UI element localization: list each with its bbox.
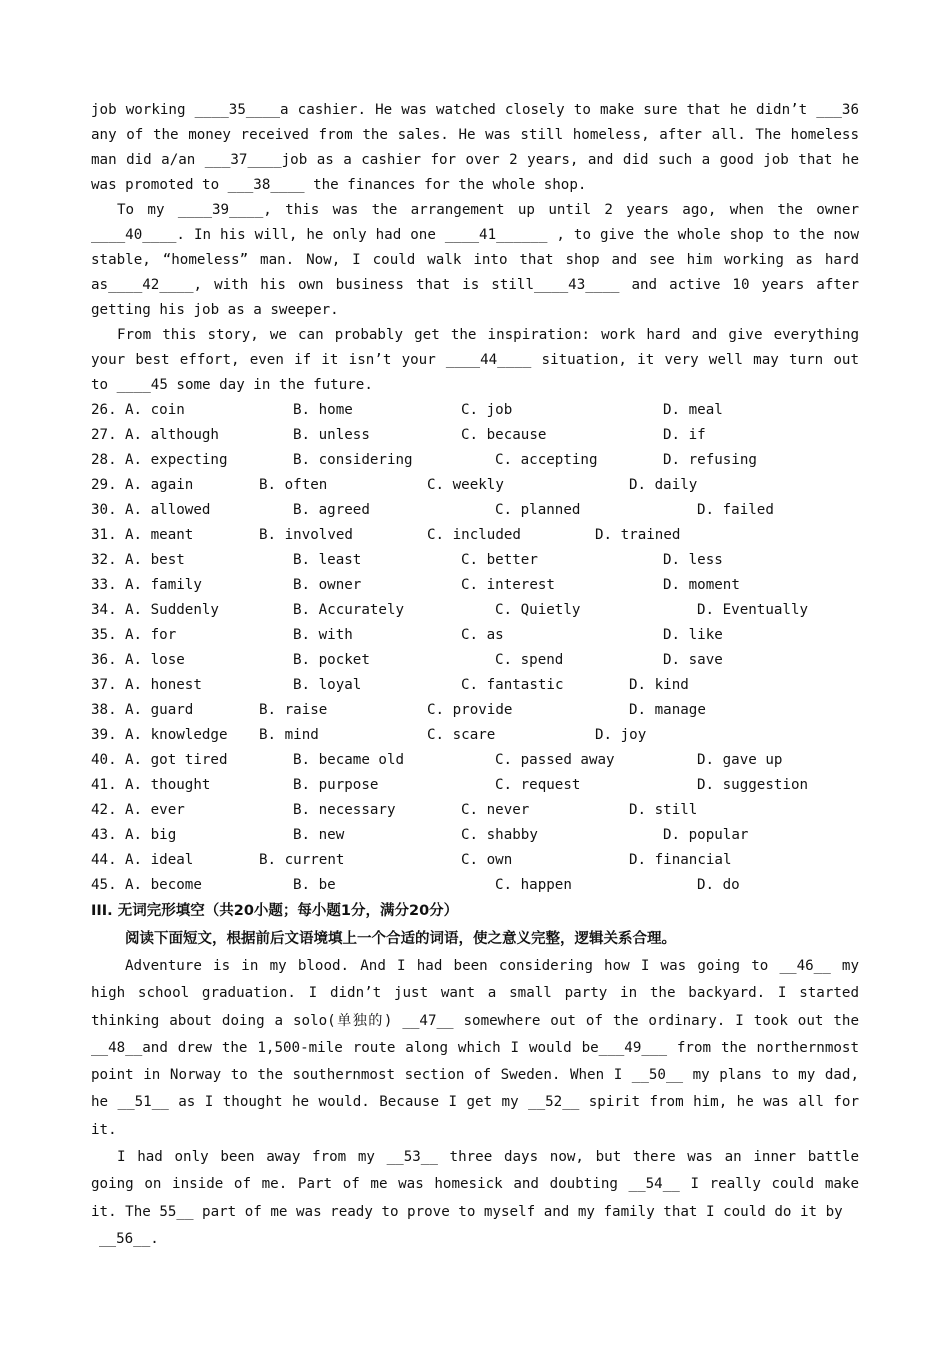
option-b: B. purpose: [293, 777, 379, 793]
option-row: [91, 848, 859, 873]
option-d: D. gave up: [697, 752, 783, 768]
document-page: [91, 98, 859, 1253]
option-a: A. Suddenly: [125, 602, 219, 618]
option-a: A. got tired: [125, 752, 228, 768]
option-c: C. happen: [495, 877, 572, 893]
option-d: D. failed: [697, 502, 774, 518]
option-c: C. Quietly: [495, 602, 581, 618]
passage-one: [91, 98, 859, 398]
option-c: C. better: [461, 552, 538, 568]
section-heading: III. 无词完形填空（共20小题；每小题1分，满分20分）: [91, 903, 459, 919]
option-d: D. suggestion: [697, 777, 809, 793]
option-a: A. knowledge: [125, 727, 228, 743]
option-b: B. raise: [259, 702, 328, 718]
question-number: 34.: [91, 602, 117, 618]
option-d: D. moment: [663, 577, 740, 593]
passage-paragraph: Adventure is in my blood. And I had been considering how I was going to __46__ my high school graduation. I didn’t just want a small party in the backyard. I started thinking about doing a solo(单独的) __47__ somewhere out of the ordinary. I took out the __48__and drew the 1,500-mile route along which I would be___49___ from the northernmost point in Norway to the southernmost section of Sweden. When I __50__ my plans to my dad, he __51__ as I thought he would. Because I get my __52__ spirit from him, he was all for it.: [91, 958, 859, 1138]
option-c: C. planned: [495, 502, 581, 518]
option-a: A. although: [125, 427, 219, 443]
option-b: B. became old: [293, 752, 405, 768]
question-number: 28.: [91, 452, 117, 468]
option-a: A. expecting: [125, 452, 228, 468]
option-row: [91, 598, 859, 623]
option-row: [91, 448, 859, 473]
option-a: A. honest: [125, 677, 202, 693]
option-d: D. kind: [629, 677, 689, 693]
option-b: B. pocket: [293, 652, 370, 668]
question-number: 41.: [91, 777, 117, 793]
option-b: B. mind: [259, 727, 319, 743]
section-three: [91, 898, 859, 1253]
question-number: 37.: [91, 677, 117, 693]
option-row: [91, 823, 859, 848]
option-c: C. included: [427, 527, 521, 543]
option-a: A. big: [125, 827, 177, 843]
option-d: D. if: [663, 427, 706, 443]
option-d: D. less: [663, 552, 723, 568]
option-b: B. owner: [293, 577, 362, 593]
option-a: A. for: [125, 627, 177, 643]
option-row: [91, 673, 859, 698]
option-b: B. new: [293, 827, 345, 843]
question-number: 26.: [91, 402, 117, 418]
option-a: A. lose: [125, 652, 185, 668]
option-row: [91, 748, 859, 773]
question-number: 35.: [91, 627, 117, 643]
passage-paragraph: __56__.: [99, 1230, 159, 1247]
option-d: D. daily: [629, 477, 698, 493]
question-number: 38.: [91, 702, 117, 718]
option-c: C. weekly: [427, 477, 504, 493]
question-number: 32.: [91, 552, 117, 568]
question-number: 42.: [91, 802, 117, 818]
option-c: C. request: [495, 777, 581, 793]
option-row: [91, 398, 859, 423]
question-number: 27.: [91, 427, 117, 443]
option-a: A. allowed: [125, 502, 211, 518]
option-d: D. financial: [629, 852, 732, 868]
option-a: A. ideal: [125, 852, 194, 868]
option-b: B. current: [259, 852, 345, 868]
option-b: B. be: [293, 877, 336, 893]
option-a: A. best: [125, 552, 185, 568]
passage-paragraph: I had only been away from my __53__ three days now, but there was an inner battle going on inside of me. Part of me was homesick and doubting __54__ I really could make it. The 55__ part of me was ready to prove to myself and my family that I could do it by: [91, 1149, 859, 1220]
option-b: B. necessary: [293, 802, 396, 818]
option-a: A. coin: [125, 402, 185, 418]
option-c: C. own: [461, 852, 513, 868]
option-b: B. loyal: [293, 677, 362, 693]
question-number: 29.: [91, 477, 117, 493]
option-b: B. involved: [259, 527, 353, 543]
option-d: D. like: [663, 627, 723, 643]
passage-paragraph: job working ____35____a cashier. He was watched closely to make sure that he didn’t ___36 any of the money received from the sales. He was still homeless, after all. The homeless man did a/an ___37____job as a cashier for over 2 years, and did such a good job that he was promoted to ___38____ the finances for the whole shop.: [91, 102, 859, 193]
option-d: D. do: [697, 877, 740, 893]
option-row: [91, 773, 859, 798]
option-row: [91, 423, 859, 448]
question-number: 40.: [91, 752, 117, 768]
option-a: A. again: [125, 477, 194, 493]
option-c: C. job: [461, 402, 513, 418]
option-b: B. least: [293, 552, 362, 568]
option-c: C. passed away: [495, 752, 615, 768]
option-row: [91, 698, 859, 723]
question-number: 44.: [91, 852, 117, 868]
option-a: A. meant: [125, 527, 194, 543]
option-c: C. as: [461, 627, 504, 643]
option-row: [91, 498, 859, 523]
option-b: B. with: [293, 627, 353, 643]
option-c: C. fantastic: [461, 677, 564, 693]
option-b: B. Accurately: [293, 602, 405, 618]
option-row: [91, 873, 859, 898]
question-number: 39.: [91, 727, 117, 743]
option-d: D. meal: [663, 402, 723, 418]
option-d: D. popular: [663, 827, 749, 843]
question-number: 36.: [91, 652, 117, 668]
option-c: C. shabby: [461, 827, 538, 843]
question-number: 30.: [91, 502, 117, 518]
option-row: [91, 623, 859, 648]
option-a: A. thought: [125, 777, 211, 793]
question-number: 31.: [91, 527, 117, 543]
option-row: [91, 523, 859, 548]
option-d: D. trained: [595, 527, 681, 543]
option-row: [91, 573, 859, 598]
option-d: D. refusing: [663, 452, 757, 468]
option-b: B. unless: [293, 427, 370, 443]
question-number: 45.: [91, 877, 117, 893]
option-c: C. scare: [427, 727, 496, 743]
option-c: C. because: [461, 427, 547, 443]
option-row: [91, 548, 859, 573]
option-c: C. interest: [461, 577, 555, 593]
option-c: C. accepting: [495, 452, 598, 468]
option-a: A. guard: [125, 702, 194, 718]
option-c: C. never: [461, 802, 530, 818]
option-d: D. manage: [629, 702, 706, 718]
option-b: B. home: [293, 402, 353, 418]
option-d: D. Eventually: [697, 602, 809, 618]
option-d: D. joy: [595, 727, 647, 743]
section-instruction: 阅读下面短文，根据前后文语境填上一个合适的词语，使之意义完整，逻辑关系合理。: [125, 931, 676, 947]
answer-options-list: [91, 398, 859, 898]
option-d: D. save: [663, 652, 723, 668]
option-row: [91, 798, 859, 823]
question-number: 43.: [91, 827, 117, 843]
passage-paragraph: To my ____39____, this was the arrangement up until 2 years ago, when the owner ____40____. In his will, he only had one ____41______ , to give the whole shop to the now stable, “homeless” man. Now, I could walk into that shop and see him working as hard as____42____, with his own business that is still____43____ and active 10 years after getting his job as a sweeper.: [91, 202, 859, 318]
option-b: B. considering: [293, 452, 413, 468]
option-row: [91, 723, 859, 748]
option-a: A. family: [125, 577, 202, 593]
option-a: A. ever: [125, 802, 185, 818]
option-a: A. become: [125, 877, 202, 893]
option-d: D. still: [629, 802, 698, 818]
option-b: B. agreed: [293, 502, 370, 518]
option-row: [91, 648, 859, 673]
passage-paragraph: From this story, we can probably get the inspiration: work hard and give everything your best effort, even if it isn’t your ____44____ situation, it very well may turn out to ____45 some day in the future.: [91, 327, 859, 393]
option-c: C. spend: [495, 652, 564, 668]
option-b: B. often: [259, 477, 328, 493]
option-c: C. provide: [427, 702, 513, 718]
option-row: [91, 473, 859, 498]
question-number: 33.: [91, 577, 117, 593]
